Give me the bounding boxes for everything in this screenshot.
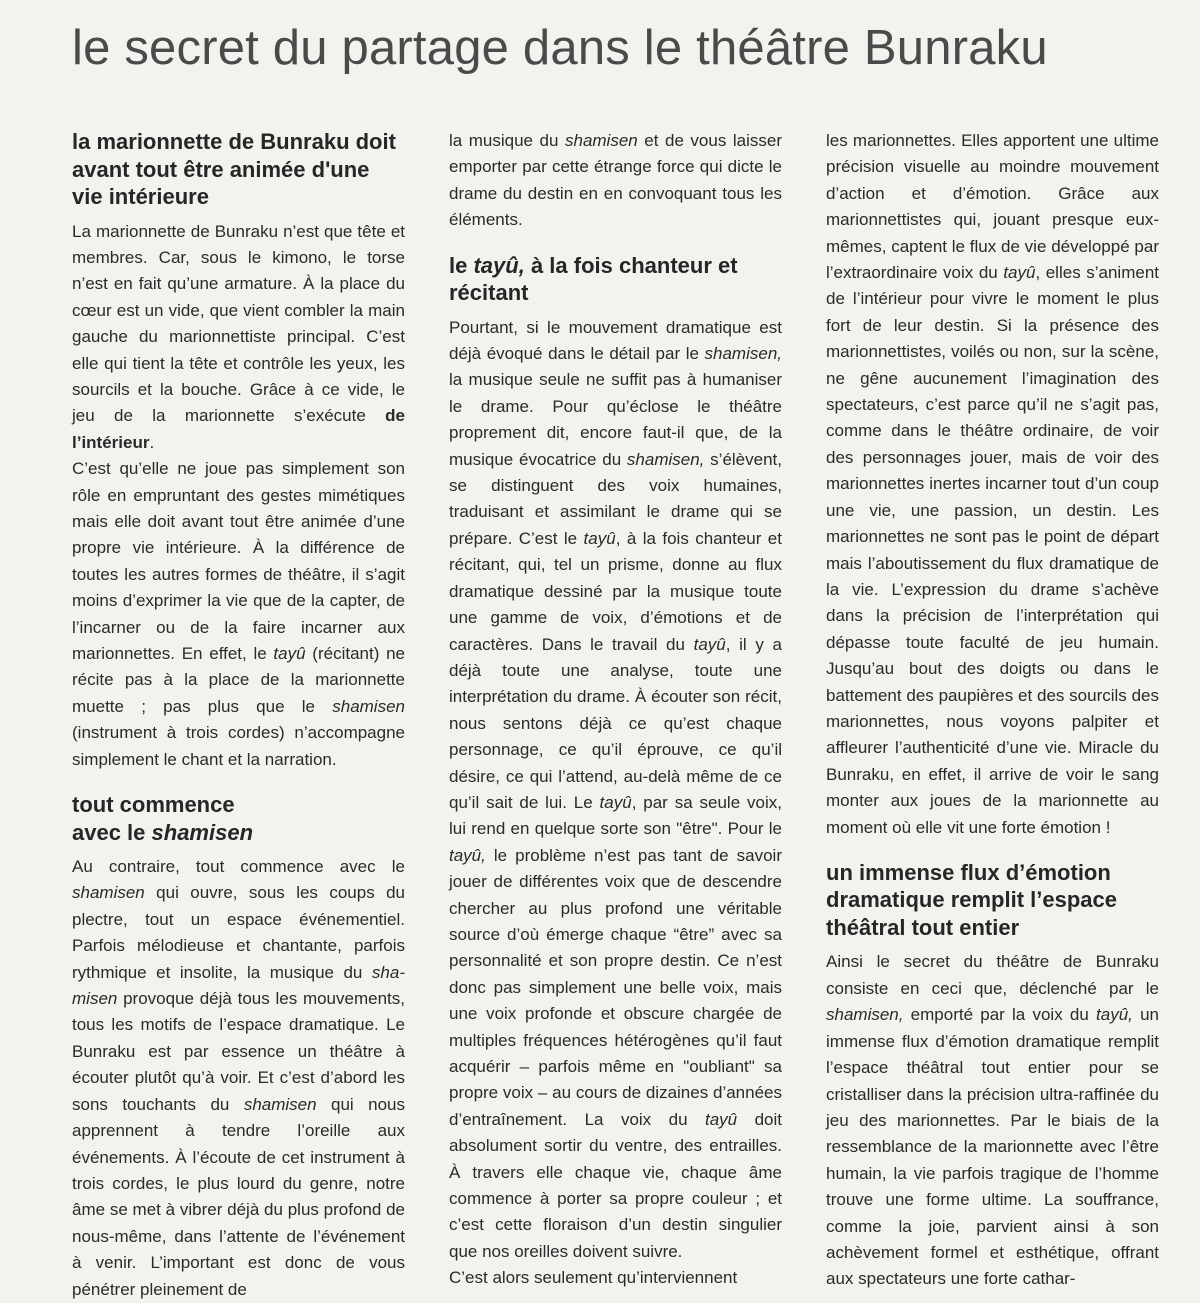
section-heading-marionnette: la marionnette de Bunraku doit avant tout être animée d'une vie intérieure xyxy=(72,129,396,209)
paragraph: C’est qu’elle ne joue pas simplement son rôle en empruntant des gestes mimétiques mais elle doit avant tout être animée d’une propre vie intérieure. À la différence de toutes les autres formes de théâtre, il s’agit moins d’exprimer la vie que de la capter, de l’incarner ou de la faire incarner aux marionnettes. En effet, le tayû (récitant) ne récite pas à la place de la marionnette muette ; pas plus que le shamisen (instrument à trois cordes) n’accompagne simplement le chant et la narration. xyxy=(72,459,405,769)
paragraph: les marionnettes. Elles apportent une ultime précision visuelle au moindre mouvement d’action et d’émotion. Grâce aux marionnettistes qui, jouant presque eux-mêmes, captent le flux de vie développé par l’extraordinaire voix du tayû, elles s’animent de l’intérieur pour vivre le moment le plus fort de leur destin. Si la présence des marionnettistes, voilés ou non, sur la scène, ne gêne aucunement l’imagination des spectateurs, c’est parce qu’il ne s’agit pas, comme dans le théâtre ordinaire, de voir des personnages jouer, mais de voir des marionnettes inertes incarner tout d’un coup une vie, une passion, un destin. Les marionnettes ne sont pas le point de départ mais l’aboutissement du flux dramatique de la vie. L’expression du drame s’achève dans la précision de l’interprétation qui dépasse toute faculté de jeu humain. Jusqu’au bout des doigts ou dans le battement des paupières et des sourcils des marionnettes, nous voyons palpiter et affleurer l’authenticité d’une vie. Miracle du Bunraku, en effet, il arrive de voir le sang monter aux joues de la marionnette au moment où elle vit une forte émotion ! xyxy=(826,131,1160,837)
section-heading-tayu: le tayû, à la fois chanteur et récitant xyxy=(449,252,738,306)
paragraph: La marionnette de Bunraku n’est que tête et membres. Car, sous le kimono, le torse n’est en fait qu’une armature. À la place du cœur est un vide, que vient combler la main gauche du marionnettiste principal. C’est elle qui tient la tête et contrôle les yeux, les sourcils et la bouche. Grâce à ce vide, le jeu de la marionnette s’exécute de l’intérieur. xyxy=(72,221,405,452)
column-2 xyxy=(449,128,782,1292)
section-heading-shamisen: tout commence avec le shamisen xyxy=(72,792,254,845)
column-3 xyxy=(826,128,1159,1293)
page-title: le secret du partage dans le théâtre Bunraku xyxy=(72,21,1048,75)
paragraph: C’est alors seulement qu’interviennent xyxy=(449,1268,738,1288)
paragraph: Pourtant, si le mouvement dramatique est déjà évoqué dans le détail par le shamisen, la musique seule ne suffit pas à humaniser le drame. Pour qu’éclose le théâtre proprement dit, encore faut-il que, de la musique évocatrice du shamisen, s’élèvent, se distinguent des voix humaines, traduisant et assimilant le drame qui se prépare. C’est le tayû, à la fois chanteur et récitant, qui, tel un prisme, donne au flux dramatique dessiné par la musique toute une gamme de voix, d’émotions et de caractères. Dans le travail du tayû, il y a déjà toute une analyse, toute une interprétation du drame. À écouter son récit, nous sentons déjà ce qu’est chaque personnage, ce qu’il éprouve, ce qu’il désire, ce qui l’attend, au-delà même de ce qu’il sait de lui. Le tayû, par sa seule voix, lui rend en quelque sorte son "être". Pour le tayû, le problème n’est pas tant de savoir jouer de différentes voix que de descendre chercher au plus profond une véritable source d’où émerge chaque “être” avec sa personnalité et son propre destin. Ce n’est donc pas simplement une belle voix, mais une voix profonde et obscure chargée de multiples fréquences hétérogènes qu’il faut acquérir – parfois même en "oubliant" sa propre voix – au cours de dizaines d’années d’entraînement. La voix du tayû doit absolument sortir du ventre, des entrailles. À travers elle chaque vie, chaque âme commence à porter sa propre couleur ; et c’est cette floraison d’un destin singulier que nos oreilles doivent suivre. xyxy=(449,317,782,1261)
paragraph: la musique du shamisen et de vous laisser emporter par cette étrange force qui dicte le drame du destin en en convoquant tous les éléments. xyxy=(449,131,782,230)
column-1 xyxy=(72,128,405,1303)
section-heading-flux: un immense flux d’émotion dramatique remplit l’espace théâtral tout entier xyxy=(826,859,1117,940)
paragraph: Au contraire, tout commence avec le shamisen qui ouvre, sous les coups du plectre, tout un espace événementiel. Parfois mélodieuse et chantante, parfois rythmique et insolite, la musique du shamisen provoque déjà tous les mouvements, tous les motifs de l’espace dramatique. Le Bunraku est par essence un théâtre à écouter plutôt qu’à voir. Et c’est d’abord les sons touchants du shamisen qui nous apprennent à tendre l’oreille aux événements. À l’écoute de cet instrument à trois cordes, le plus lourd du genre, notre âme se met à vibrer déjà du plus profond de nous-même, dans l’attente de l’événement à venir. L’important est donc de vous pénétrer pleinement de xyxy=(72,857,405,1299)
paragraph: Ainsi le secret du théâtre de Bunraku consiste en ceci que, déclenché par le shamisen, emporté par la voix du tayû, un immense flux d’émotion dramatique remplit l’espace théâtral tout entier pour se cristalliser dans la précision ultra-raffinée du jeu des marionnettes. Par le biais de la ressemblance de la marionnette avec l’être humain, la vie parfois tragique de l’homme trouve une forme ultime. La souffrance, comme la joie, parvient ainsi à son achèvement formel et esthétique, offrant aux spectateurs une forte cathar- xyxy=(826,952,1159,1289)
